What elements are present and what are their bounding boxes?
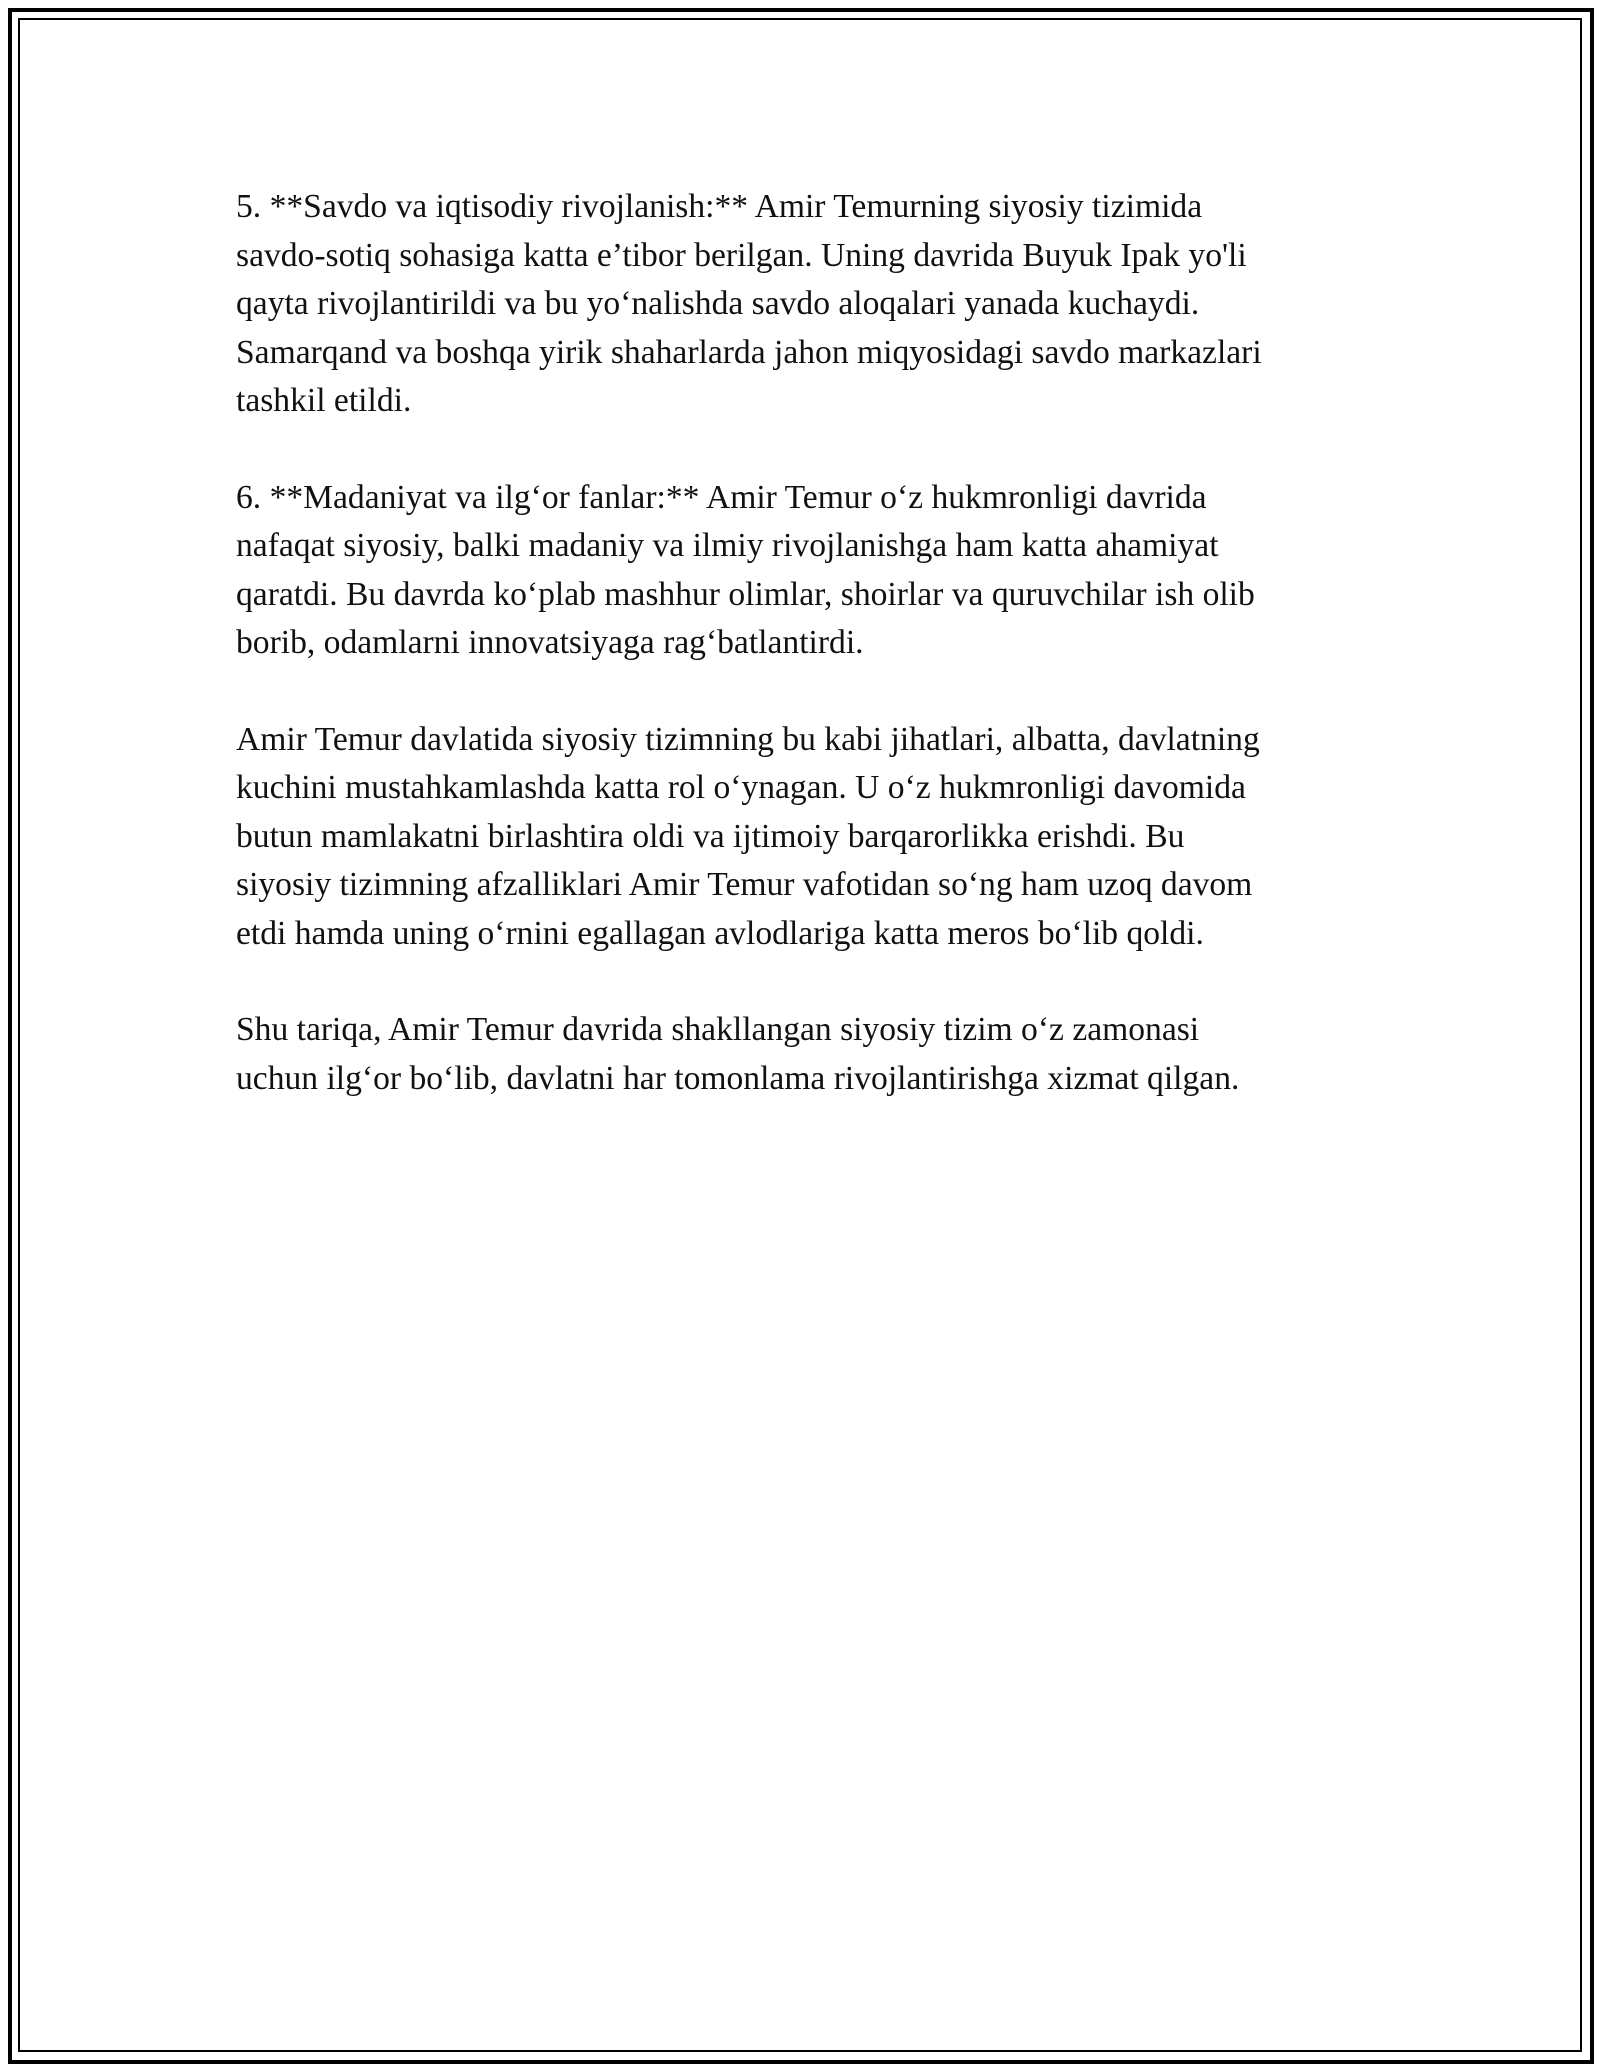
paragraph-culture-science: 6. **Madaniyat va ilg‘or fanlar:** Amir Temur o‘z hukmronligi davrida nafaqat siyosiy, balki madaniy va ilmiy rivojlanishga ham katta ahamiyat qaratdi. Bu davrda ko‘plab mashhur olimlar, shoirlar va quruvchilar ish olib borib, odamlarni innovatsiyaga rag‘batlantirdi. (236, 478, 1255, 661)
paragraph-political-system: Amir Temur davlatida siyosiy tizimning bu kabi jihatlari, albatta, davlatning kuchini mustahkamlashda katta rol o‘ynagan. U o‘z hukmronligi davomida butun mamlakatni birlashtira oldi va ijtimoiy barqarorlikka erishdi. Bu siyosiy tizimning afzalliklari Amir Temur vafotidan so‘ng ham uzoq davom etdi hamda uning o‘rnini egallagan avlodlariga katta meros bo‘lib qoldi. (236, 720, 1260, 952)
document-body (236, 183, 1366, 1151)
paragraph-conclusion: Shu tariqa, Amir Temur davrida shakllangan siyosiy tizim o‘z zamonasi uchun ilg‘or bo‘lib, davlatni har tomonlama rivojlantirishga xizmat qilgan. (236, 1011, 1240, 1097)
paragraph-trade-economy: 5. **Savdo va iqtisodiy rivojlanish:** Amir Temurning siyosiy tizimida savdo-sotiq sohasiga katta e’tibor berilgan. Uning davrida Buyuk Ipak yo'li qayta rivojlantirildi va bu yo‘nalishda savdo aloqalari yanada kuchaydi. Samarqand va boshqa yirik shaharlarda jahon miqyosidagi savdo markazlari tashkil etildi. (236, 188, 1262, 419)
